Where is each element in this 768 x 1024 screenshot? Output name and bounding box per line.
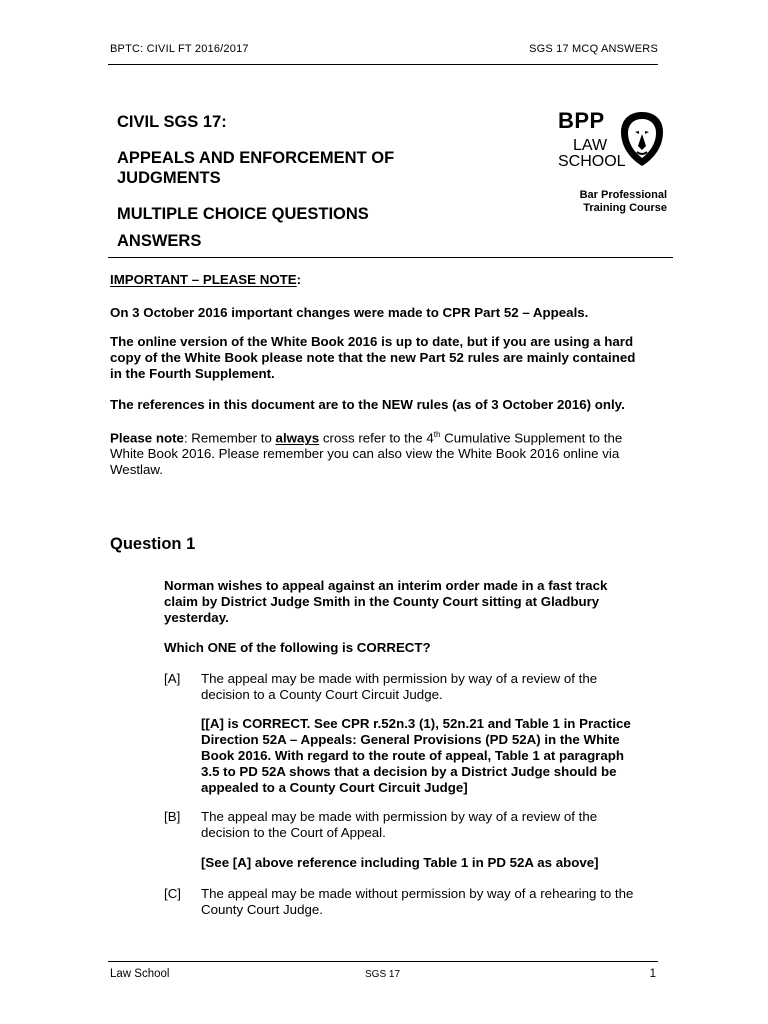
page-number: 1	[649, 968, 656, 980]
footer-center: SGS 17	[365, 969, 401, 980]
option-b-line-1: The appeal may be made with permission by way of a review of the	[201, 809, 598, 824]
course-line-2: Training Course	[583, 202, 667, 214]
option-a-line-1: The appeal may be made with permission by way of a review of the	[201, 671, 598, 686]
logo-law: LAW	[573, 137, 608, 154]
title-line-2: APPEALS AND ENFORCEMENT OF	[117, 149, 395, 167]
notice-paragraph-4-line-2: White Book 2016. Please remember you can also view the White Book 2016 online via	[110, 446, 620, 462]
option-a-answer-line-4: 3.5 to PD 52A shows that a decision by a District Judge should be	[201, 764, 617, 779]
title-line-4: MULTIPLE CHOICE QUESTIONS	[117, 205, 369, 223]
logo-school: SCHOOL	[558, 153, 626, 170]
footer-rule	[108, 961, 658, 962]
title-rule	[108, 257, 673, 258]
option-c-line-2: County Court Judge.	[201, 902, 323, 917]
notice-heading	[110, 272, 301, 288]
question-heading: Question 1	[110, 535, 196, 553]
notice-paragraph-2-line-1: The online version of the White Book 2016 is up to date, but if you are using a hard	[110, 334, 634, 349]
bpp-law-school-logo	[555, 110, 670, 170]
question-stem-line-2: claim by District Judge Smith in the County Court sitting at Gladbury	[164, 594, 600, 609]
option-a-answer-line-5: appealed to a County Court Circuit Judge]	[201, 780, 468, 795]
course-name	[580, 189, 667, 215]
lion-head-icon	[617, 110, 667, 168]
option-c-line-1: The appeal may be made without permission by way of a rehearing to the	[201, 886, 634, 901]
notice-paragraph-4-line-3: Westlaw.	[110, 462, 163, 478]
option-a-answer-line-3: Book 2016. With regard to the route of appeal, Table 1 at paragraph	[201, 748, 625, 763]
option-c-letter: [C]	[164, 886, 181, 901]
option-a-answer-line-2: Direction 52A – Appeals: General Provisions (PD 52A) in the White	[201, 732, 620, 747]
header-rule	[108, 64, 658, 65]
option-a-text	[201, 671, 658, 703]
option-b-letter: [B]	[164, 809, 181, 824]
always-emphasis: always	[275, 430, 320, 446]
option-b-line-2: decision to the Court of Appeal.	[201, 825, 386, 840]
notice-paragraph-4	[110, 427, 670, 478]
title-line-5: ANSWERS	[117, 232, 202, 250]
title-line-3: JUDGMENTS	[117, 169, 221, 187]
notice-heading-colon: :	[296, 272, 302, 287]
option-b-answer: [See [A] above reference including Table 1 in PD 52A as above]	[201, 855, 599, 870]
notice-p4-text-a: : Remember to	[183, 430, 276, 446]
question-stem-line-1: Norman wishes to appeal against an interim order made in a fast track	[164, 578, 608, 593]
question-prompt: Which ONE of the following is CORRECT?	[164, 640, 431, 655]
question-stem-line-3: yesterday.	[164, 610, 229, 625]
notice-paragraph-2	[110, 334, 660, 382]
notice-paragraph-3: The references in this document are to the NEW rules (as of 3 October 2016) only.	[110, 397, 625, 412]
please-note-label: Please note	[110, 430, 184, 446]
question-stem	[164, 578, 658, 626]
running-header-left: BPTC: CIVIL FT 2016/2017	[110, 43, 249, 55]
option-a-letter: [A]	[164, 671, 181, 686]
logo-brand: BPP	[558, 108, 605, 133]
option-a-line-2: decision to a County Court Circuit Judge.	[201, 687, 443, 702]
ordinal-superscript: th	[433, 430, 441, 439]
course-line-1: Bar Professional	[579, 189, 667, 201]
notice-paragraph-2-line-2: copy of the White Book please note that the new Part 52 rules are mainly contained	[110, 350, 636, 365]
notice-p4-text-b: cross refer to the 4	[319, 430, 434, 446]
footer-left: Law School	[110, 968, 170, 980]
notice-p4-text-c: Cumulative Supplement to the	[440, 430, 623, 446]
notice-paragraph-1: On 3 October 2016 important changes were made to CPR Part 52 – Appeals.	[110, 305, 589, 320]
running-header-right: SGS 17 MCQ ANSWERS	[529, 43, 658, 55]
notice-paragraph-4-line-1	[110, 427, 670, 446]
option-a-answer-line-1: [[A] is CORRECT. See CPR r.52n.3 (1), 52n.21 and Table 1 in Practice	[201, 716, 631, 731]
option-b-text	[201, 809, 658, 841]
option-a-answer	[201, 716, 658, 796]
option-c-text	[201, 886, 658, 918]
notice-paragraph-2-line-3: in the Fourth Supplement.	[110, 366, 275, 381]
notice-heading-text: IMPORTANT – PLEASE NOTE	[110, 272, 297, 287]
title-line-1: CIVIL SGS 17:	[117, 113, 227, 131]
